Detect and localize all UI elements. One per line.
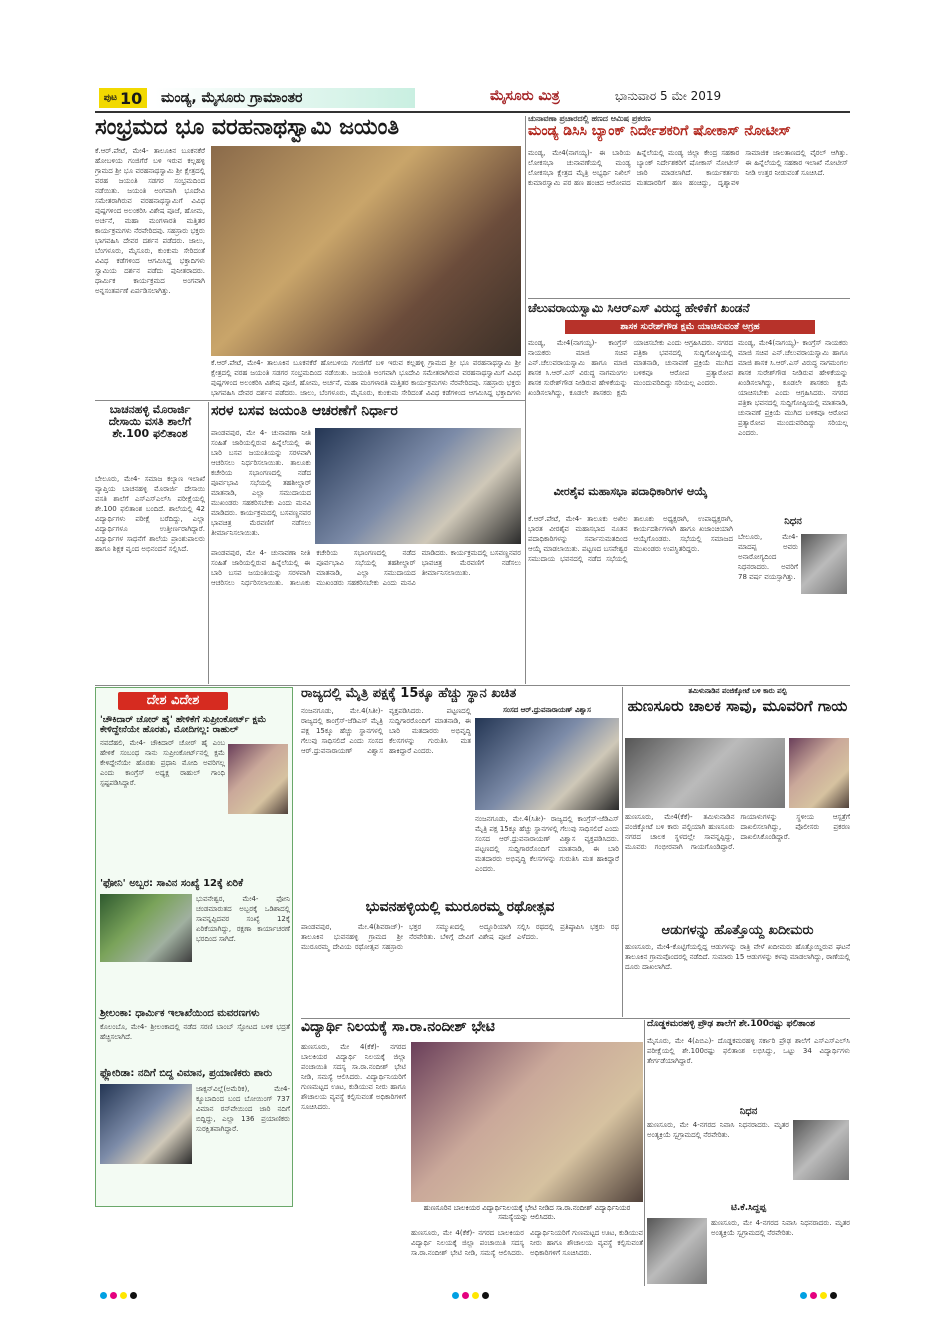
hunsur-kicker: ತಮಿಳುನಾಡಿನ ಪಂಜಿಕ್ಕೋಟೆ ಬಳಿ ಕಾರು ಪಲ್ಟಿ <box>688 687 787 695</box>
temple-photo <box>211 146 521 356</box>
veerashaiva-headline: ವೀರಶೈವ ಮಹಾಸಭಾ ಪದಾಧಿಕಾರಿಗಳ ಆಯ್ಕೆ <box>553 485 708 498</box>
varaha-headline: ಸಂಭ್ರಮದ ಭೂ ವರಹನಾಥಸ್ವಾಮಿ ಜಯಂತಿ <box>95 115 399 140</box>
dv-item4-headline: ಫ್ಲೋರಿಡಾ: ನದಿಗೆ ಬಿದ್ದ ವಿಮಾನ, ಪ್ರಯಾಣಿಕರು ಪಾರು <box>100 1068 273 1079</box>
school-headline: ಬಾಚನಹಳ್ಳಿ ಮೊರಾರ್ಜಿ ದೇಸಾಯಿ ವಸತಿ ಶಾಲೆಗೆ ಶೇ.100 ಫಲಿತಾಂಶ <box>108 403 192 441</box>
obit1-body: ಬೇಲೂರು, ಮೇ4- ಮಾದಪ್ಪ ಅವರು ಅನಾರೋಗ್ಯದಿಂದ ನಿಧನರಾದರು. ಅವರಿಗೆ 78 ವರ್ಷ ವಯಸ್ಸಾಗಿತ್ತು. <box>738 533 798 581</box>
page-number: 10 <box>119 88 143 108</box>
basava-body-cont: ಪಾಂಡವಪುರ, ಮೇ 4- ಚುನಾವಣಾ ನೀತಿ ಸಂಹಿತೆ ಜಾರಿಯಲ್ಲಿರುವ ಹಿನ್ನೆಲೆಯಲ್ಲಿ ಈ ಬಾರಿ ಬಸವ ಜಯಂತಿಯನ್ನು ಸರಳವಾಗಿ ಆಚರಿಸಲು ನಿರ್ಧರಿಸಲಾಯಿತು. ತಾಲೂಕು ಕಚೇರಿಯ ಸಭಾಂಗಣದಲ್ಲಿ ನಡೆದ ಪೂರ್ವಭಾವಿ ಸಭೆಯಲ್ಲಿ ತಹಶೀಲ್ದಾರ್ ಮಾತನಾಡಿ, ಎಲ್ಲಾ ಸಮುದಾಯದ ಮುಖಂಡರು ಸಹಕರಿಸಬೇಕು ಎಂದು ಮನವಿ ಮಾಡಿದರು. ಕಾರ್ಯಕ್ರಮದಲ್ಲಿ ಬಸವಣ್ಣನವರ ಭಾವಚಿತ್ರ ಮೆರವಣಿಗೆ ನಡೆಸಲು ತೀರ್ಮಾನಿಸಲಾಯಿತು. <box>211 549 521 587</box>
dv-item3-body: ಕೊಲಂಬೊ, ಮೇ4- ಶ್ರೀಲಂಕಾದಲ್ಲಿ ನಡೆದ ಸರಣಿ ಬಾಂಬ್ ಸ್ಫೋಟದ ಬಳಿಕ ಭದ್ರತೆ ಹೆಚ್ಚಿಸಲಾಗಿದೆ. <box>100 1023 290 1041</box>
hunsur-headline: ಹುಣಸೂರು ಚಾಲಕ ಸಾವು, ಮೂವರಿಗೆ ಗಾಯ <box>627 697 848 715</box>
masthead: ಮೈಸೂರು ಮಿತ್ರ <box>490 88 560 104</box>
cheluvaraya-headline: ಚೆಲುವರಾಯಸ್ವಾಮಿ ಸಿಆರ್‌ಎಸ್ ವಿರುದ್ಧ ಹೇಳಿಕೆಗೆ ಖಂಡನೆ <box>528 301 750 315</box>
row-rule <box>95 400 525 401</box>
cheluvaraya-body-cont: ಮಂಡ್ಯ, ಮೇ4(ನಾಗಯ್ಯ)- ಕಾಂಗ್ರೆಸ್ ನಾಯಕರು ಮಾಜಿ ಸಚಿವ ಎನ್.ಚೆಲುವರಾಯಸ್ವಾಮಿ ಹಾಗೂ ಮಾಜಿ ಶಾಸಕ ಸಿ.ಆರ್.ಎಸ್ ವಿರುದ್ಧ ನಾಗಮಂಗಲ ಶಾಸಕ ಸುರೇಶ್‌ಗೌಡ ನೀಡಿರುವ ಹೇಳಿಕೆಯನ್ನು ಖಂಡಿಸಲಾಗಿದ್ದು, ಕೂಡಲೇ ಶಾಸಕರು ಕ್ಷಮೆ ಯಾಚಿಸಬೇಕು ಎಂದು ಆಗ್ರಹಿಸಿದರು. ನಗರದ ಪತ್ರಿಕಾ ಭವನದಲ್ಲಿ ಸುದ್ದಿಗೋಷ್ಠಿಯಲ್ಲಿ ಮಾತನಾಡಿ, ಚುನಾವಣೆ ಪ್ರಕ್ರಿಯೆ ಮುಗಿದ ಬಳಿಕವೂ ಆರೋಪ ಪ್ರತ್ಯಾರೋಪ ಮುಂದುವರಿದಿದ್ದು ಸರಿಯಲ್ಲ ಎಂದರು. <box>738 339 848 437</box>
maitri-photo-caption: ಸಂಸದ ಆರ್.ಧ್ರುವನಾರಾಯಣ್ ವಿಶ್ವಾಸ <box>503 706 591 714</box>
varaha-body: ಕೆ.ಆರ್.ಪೇಟೆ, ಮೇ4- ತಾಲೂಕಿನ ಬೂಕನಕೆರೆ ಹೋಬಳಿಯ ಗಂಜಿಗೆರೆ ಬಳಿ ಇರುವ ಕಲ್ಲಹಳ್ಳಿ ಗ್ರಾಮದ ಶ್ರೀ ಭೂ ವರಹನಾಥಸ್ವಾಮಿ ಶ್ರೀ ಕ್ಷೇತ್ರದಲ್ಲಿ ವರಹ ಜಯಂತಿ ಸಡಗರ ಸಂಭ್ರಮದಿಂದ ನಡೆಯಿತು. ಜಯಂತಿ ಅಂಗವಾಗಿ ಭೂದೇವಿ ಸಮೇತರಾಗಿರುವ ವರಹನಾಥಸ್ವಾಮಿಗೆ ವಿವಿಧ ಪುಷ್ಪಗಳಿಂದ ಅಲಂಕರಿಸಿ ವಿಶೇಷ ಪೂಜೆ, ಹೋಮ, ಅರ್ಚನೆ, ಮಹಾ ಮಂಗಳಾರತಿ ಮತ್ತಿತರ ಕಾರ್ಯಕ್ರಮಗಳು ನೆರವೇರಿದವು. ಸಹಸ್ರಾರು ಭಕ್ತರು ಭಾಗವಹಿಸಿ ದೇವರ ದರ್ಶನ ಪಡೆದರು. ಜಾಲು, ಬೆಂಗಳೂರು, ಮೈಸೂರು, ಕುಂಕುಮ ಸೇರಿದಂತೆ ವಿವಿಧ ಕಡೆಗಳಿಂದ ಆಗಮಿಸಿದ್ದ ಭಕ್ತಾದಿಗಳು ಸ್ವಾಮಿಯ ದರ್ಶನ ಪಡೆದು ಪುನೀತರಾದರು. ಧಾರ್ಮಿಕ ಕಾರ್ಯಕ್ರಮದ ಅಂಗವಾಗಿ ಅನ್ನಸಂತರ್ಪಣೆ ಏರ್ಪಡಿಸಲಾಗಿತ್ತು. <box>95 147 205 295</box>
column-rule <box>525 116 526 684</box>
mandya-body: ಮಂಡ್ಯ, ಮೇ4(ನಾಗಯ್ಯ)- ಈ ಬಾರಿಯ ಲೋಕಸಭಾ ಚುನಾವಣೆಯಲ್ಲಿ ಮಂಡ್ಯ ಲೋಕಸಭಾ ಕ್ಷೇತ್ರದ ಮೈತ್ರಿ ಅಭ್ಯರ್ಥಿ ನಿಖಿಲ್ ಕುಮಾರಸ್ವಾಮಿ ಪರ ಹಣ ಹಂಚಿದ ಆರೋಪದ ಹಿನ್ನೆಲೆಯಲ್ಲಿ ಮಂಡ್ಯ ಜಿಲ್ಲಾ ಕೇಂದ್ರ ಸಹಕಾರ ಬ್ಯಾಂಕ್ ನಿರ್ದೇಶಕರಿಗೆ ಷೋಕಾಸ್ ನೋಟೀಸ್ ಜಾರಿ ಮಾಡಲಾಗಿದೆ. ಕಾರ್ಯಕರ್ತರು ಮತದಾರರಿಗೆ ಹಣ ಹಂಚಿದ್ದು, ದೃಶ್ಯಾವಳಿ ಸಾಮಾಜಿಕ ಜಾಲತಾಣದಲ್ಲಿ ವೈರಲ್ ಆಗಿತ್ತು. ಈ ಹಿನ್ನೆಲೆಯಲ್ಲಿ ಸಹಕಾರ ಇಲಾಖೆ ನೋಟೀಸ್ ನೀಡಿ ಉತ್ತರ ನೀಡುವಂತೆ ಸೂಚಿಸಿದೆ. <box>528 149 848 187</box>
registration-dots <box>100 1292 137 1299</box>
column-rule <box>644 1020 645 1286</box>
nandeesh-body: ಹುಣಸೂರು, ಮೇ 4(ಕೆಕೆ)- ನಗರದ ಬಾಲಕಿಯರ ವಿದ್ಯಾರ್ಥಿ ನಿಲಯಕ್ಕೆ ಜಿಲ್ಲಾ ಪಂಚಾಯಿತಿ ಸದಸ್ಯ ಸಾ.ರಾ.ನಂದೀಶ್ ಭೇಟಿ ನೀಡಿ, ಸಮಸ್ಯೆ ಆಲಿಸಿದರು. ವಿದ್ಯಾರ್ಥಿನಿಯರಿಗೆ ಗುಣಮಟ್ಟದ ಊಟ, ಕುಡಿಯುವ ನೀರು ಹಾಗೂ ಶೌಚಾಲಯ ವ್ಯವಸ್ಥೆ ಕಲ್ಪಿಸುವಂತೆ ಅಧಿಕಾರಿಗಳಿಗೆ ಸೂಚಿಸಿದರು. <box>301 1043 406 1111</box>
maitri-body: ನಂಜನಗೂಡು, ಮೇ.4(ಸಿತೀ)- ರಾಜ್ಯದಲ್ಲಿ ಕಾಂಗ್ರೆಸ್-ಜೆಡಿಎಸ್ ಮೈತ್ರಿ ಪಕ್ಷ 15ಕ್ಕೂ ಹೆಚ್ಚು ಸ್ಥಾನಗಳಲ್ಲಿ ಗೆಲುವು ಸಾಧಿಸಲಿದೆ ಎಂದು ಸಂಸದ ಆರ್.ಧ್ರುವನಾರಾಯಣ್ ವಿಶ್ವಾಸ ವ್ಯಕ್ತಪಡಿಸಿದರು. ಪಟ್ಟಣದಲ್ಲಿ ಸುದ್ದಿಗಾರರೊಂದಿಗೆ ಮಾತನಾಡಿ, ಈ ಬಾರಿ ಮತದಾರರು ಅಭಿವೃದ್ಧಿ ಕೆಲಸಗಳನ್ನು ಗುರುತಿಸಿ ಮತ ಹಾಕಿದ್ದಾರೆ ಎಂದರು. <box>301 707 471 755</box>
dodda-school-body: ಮೈಸೂರು, ಮೇ 4(ಪಿಬಿಎ)- ದೊಡ್ಡಕಮರಹಳ್ಳಿ ಸರ್ಕಾರಿ ಪ್ರೌಢ ಶಾಲೆಗೆ ಎಸ್‌ಎಸ್‌ಎಲ್‌ಸಿ ಪರೀಕ್ಷೆಯಲ್ಲಿ ಶೇ.100ರಷ್ಟು ಫಲಿತಾಂಶ ಲಭಿಸಿದ್ದು, ಒಟ್ಟು 34 ವಿದ್ಯಾರ್ಥಿಗಳು ತೇರ್ಗಡೆಯಾಗಿದ್ದಾರೆ. <box>647 1037 850 1065</box>
obit2-label: ನಿಧನ <box>739 1106 758 1117</box>
adugala-headline: ಆಡುಗಳನ್ನು ಹೊತ್ತೊಯ್ದ ಖದೀಮರು <box>661 923 814 938</box>
page-header <box>95 86 850 110</box>
cyclone-photo <box>100 894 192 962</box>
plane-photo <box>100 1084 192 1164</box>
victim-photo <box>789 738 849 808</box>
maitri-headline: ರಾಜ್ಯದಲ್ಲಿ ಮೈತ್ರಿ ಪಕ್ಷಕ್ಕೆ 15ಕ್ಕೂ ಹೆಚ್ಚು ಸ್ಥಾನ ಖಚಿತ <box>301 686 517 701</box>
dv-item4-body: ಜಾಕ್ಸನ್‌ವಿಲ್ಲೆ(ಅಮೆರಿಕ), ಮೇ4- ಕ್ಯೂಬಾದಿಂದ ಬಂದ ಬೋಯಿಂಗ್ 737 ವಿಮಾನ ರನ್‌ವೇಯಿಂದ ಜಾರಿ ನದಿಗೆ ಬಿದ್ದಿದ್ದು, ಎಲ್ಲಾ 136 ಪ್ರಯಾಣಿಕರು ಸುರಕ್ಷಿತವಾಗಿದ್ದಾರೆ. <box>196 1085 290 1133</box>
bhuvana-headline: ಭುವನಹಳ್ಳಿಯಲ್ಲಿ ಮುರೂರಮ್ಮ ರಥೋತ್ಸವ <box>365 899 555 915</box>
cheluvaraya-body: ಮಂಡ್ಯ, ಮೇ4(ನಾಗಯ್ಯ)- ಕಾಂಗ್ರೆಸ್ ನಾಯಕರು ಮಾಜಿ ಸಚಿವ ಎನ್.ಚೆಲುವರಾಯಸ್ವಾಮಿ ಹಾಗೂ ಮಾಜಿ ಶಾಸಕ ಸಿ.ಆರ್.ಎಸ್ ವಿರುದ್ಧ ನಾಗಮಂಗಲ ಶಾಸಕ ಸುರೇಶ್‌ಗೌಡ ನೀಡಿರುವ ಹೇಳಿಕೆಯನ್ನು ಖಂಡಿಸಲಾಗಿದ್ದು, ಕೂಡಲೇ ಶಾಸಕರು ಕ್ಷಮೆ ಯಾಚಿಸಬೇಕು ಎಂದು ಆಗ್ರಹಿಸಿದರು. ನಗರದ ಪತ್ರಿಕಾ ಭವನದಲ್ಲಿ ಸುದ್ದಿಗೋಷ್ಠಿಯಲ್ಲಿ ಮಾತನಾಡಿ, ಚುನಾವಣೆ ಪ್ರಕ್ರಿಯೆ ಮುಗಿದ ಬಳಿಕವೂ ಆರೋಪ ಪ್ರತ್ಯಾರೋಪ ಮುಂದುವರಿದಿದ್ದು ಸರಿಯಲ್ಲ ಎಂದರು. <box>528 339 733 397</box>
page-word: ಪುಟ <box>103 93 117 103</box>
maitri-body-cont: ನಂಜನಗೂಡು, ಮೇ.4(ಸಿತೀ)- ರಾಜ್ಯದಲ್ಲಿ ಕಾಂಗ್ರೆಸ್-ಜೆಡಿಎಸ್ ಮೈತ್ರಿ ಪಕ್ಷ 15ಕ್ಕೂ ಹೆಚ್ಚು ಸ್ಥಾನಗಳಲ್ಲಿ ಗೆಲುವು ಸಾಧಿಸಲಿದೆ ಎಂದು ಸಂಸದ ಆರ್.ಧ್ರುವನಾರಾಯಣ್ ವಿಶ್ವಾಸ ವ್ಯಕ್ತಪಡಿಸಿದರು. ಪಟ್ಟಣದಲ್ಲಿ ಸುದ್ದಿಗಾರರೊಂದಿಗೆ ಮಾತನಾಡಿ, ಈ ಬಾರಿ ಮತದಾರರು ಅಭಿವೃದ್ಧಿ ಕೆಲಸಗಳನ್ನು ಗುರುತಿಸಿ ಮತ ಹಾಕಿದ್ದಾರೆ ಎಂದರು. <box>475 815 619 873</box>
mandya-kicker: ಚುನಾವಣಾ ಪ್ರಚಾರದಲ್ಲಿ ಹಣದ ಆಮಿಷ ಪ್ರಕರಣ <box>528 114 651 123</box>
obit2-name: ಟಿ.ಕೆ.ಸಿದ್ದಪ್ಪ <box>731 1203 766 1213</box>
veerashaiva-body: ಕೆ.ಆರ್.ಪೇಟೆ, ಮೇ4- ತಾಲೂಕು ಅಖಿಲ ಭಾರತ ವೀರಶೈವ ಮಹಾಸಭಾದ ನೂತನ ಪದಾಧಿಕಾರಿಗಳನ್ನು ಸರ್ವಾನುಮತದಿಂದ ಆಯ್ಕೆ ಮಾಡಲಾಯಿತು. ಪಟ್ಟಣದ ಬಸವೇಶ್ವರ ಸಮುದಾಯ ಭವನದಲ್ಲಿ ನಡೆದ ಸಭೆಯಲ್ಲಿ ತಾಲೂಕು ಅಧ್ಯಕ್ಷರಾಗಿ, ಉಪಾಧ್ಯಕ್ಷರಾಗಿ, ಕಾರ್ಯದರ್ಶಿಗಳಾಗಿ ಹಾಗೂ ಖಜಾಂಚಿಯಾಗಿ ಆಯ್ಕೆಗೊಂಡರು. ಸಭೆಯಲ್ಲಿ ಸಮಾಜದ ಮುಖಂಡರು ಉಪಸ್ಥಿತರಿದ್ದರು. <box>528 515 733 563</box>
basava-meeting-photo <box>315 428 521 544</box>
row-rule <box>301 1018 850 1019</box>
registration-dots <box>800 1292 837 1299</box>
dv-item2-headline: 'ಫೋನಿ' ಅಬ್ಬರ: ಸಾವಿನ ಸಂಖ್ಯೆ 12ಕ್ಕೆ ಏರಿಕೆ <box>100 878 243 889</box>
newspaper-page <box>95 86 850 1286</box>
region-title: ಮಂಡ್ಯ, ಮೈಸೂರು ಗ್ರಾಮಾಂತರ <box>155 88 415 108</box>
obit2-photo-a <box>793 1120 849 1180</box>
nandeesh-body-cont: ಹುಣಸೂರು, ಮೇ 4(ಕೆಕೆ)- ನಗರದ ಬಾಲಕಿಯರ ವಿದ್ಯಾರ್ಥಿ ನಿಲಯಕ್ಕೆ ಜಿಲ್ಲಾ ಪಂಚಾಯಿತಿ ಸದಸ್ಯ ಸಾ.ರಾ.ನಂದೀಶ್ ಭೇಟಿ ನೀಡಿ, ಸಮಸ್ಯೆ ಆಲಿಸಿದರು. ವಿದ್ಯಾರ್ಥಿನಿಯರಿಗೆ ಗುಣಮಟ್ಟದ ಊಟ, ಕುಡಿಯುವ ನೀರು ಹಾಗೂ ಶೌಚಾಲಯ ವ್ಯವಸ್ಥೆ ಕಲ್ಪಿಸುವಂತೆ ಅಧಿಕಾರಿಗಳಿಗೆ ಸೂಚಿಸಿದರು. <box>411 1229 643 1257</box>
bhuvana-body: ಪಾಂಡವಪುರ, ಮೇ.4(ಶಿವರಾಜ್)- ತಾಲೂಕಿನ ಭುವನಹಳ್ಳಿ ಗ್ರಾಮದ ಶ್ರೀ ಮುರೂರಮ್ಮ ದೇವಿಯ ರಥೋತ್ಸವ ಸಹಸ್ರಾರು ಭಕ್ತರ ಸಮ್ಮುಖದಲ್ಲಿ ಅದ್ದೂರಿಯಾಗಿ ನೆರವೇರಿತು. ಬೆಳಿಗ್ಗೆ ದೇವಿಗೆ ವಿಶೇಷ ಪೂಜೆ ಸಲ್ಲಿಸಿ ರಥದಲ್ಲಿ ಪ್ರತಿಷ್ಠಾಪಿಸಿ ಭಕ್ತರು ರಥ ಎಳೆದರು. <box>301 923 619 951</box>
registration-dots <box>452 1292 489 1299</box>
school-body: ಬೇಲೂರು, ಮೇ4- ಸಮಾಜ ಕಲ್ಯಾಣ ಇಲಾಖೆ ವ್ಯಾಪ್ತಿಯ ಬಾಚನಹಳ್ಳಿ ಮೊರಾರ್ಜಿ ದೇಸಾಯಿ ವಸತಿ ಶಾಲೆಗೆ ಎಸ್‌ಎಸ್‌ಎಲ್‌ಸಿ ಪರೀಕ್ಷೆಯಲ್ಲಿ ಶೇ.100 ಫಲಿತಾಂಶ ಬಂದಿದೆ. ಶಾಲೆಯಲ್ಲಿ 42 ವಿದ್ಯಾರ್ಥಿಗಳು ಪರೀಕ್ಷೆ ಬರೆದಿದ್ದು, ಎಲ್ಲಾ ವಿದ್ಯಾರ್ಥಿಗಳೂ ಉತ್ತೀರ್ಣರಾಗಿದ್ದಾರೆ. ವಿದ್ಯಾರ್ಥಿಗಳ ಸಾಧನೆಗೆ ಶಾಲೆಯ ಪ್ರಾಂಶುಪಾಲರು ಹಾಗೂ ಶಿಕ್ಷಕ ವೃಂದ ಅಭಿನಂದನೆ ಸಲ್ಲಿಸಿದೆ. <box>95 475 205 553</box>
dv-item3-headline: ಶ್ರೀಲಂಕಾ: ಧಾರ್ಮಿಕ ಇಲಾಖೆಯಿಂದ ಮವರಣಗಳು <box>100 1008 260 1019</box>
adugala-body: ಹುಣಸೂರು, ಮೇ4-ಕೊಟ್ಟಿಗೆಯಲ್ಲಿದ್ದ ಆಡುಗಳನ್ನು ರಾತ್ರಿ ವೇಳೆ ಖದೀಮರು ಹೊತ್ತೊಯ್ದಿರುವ ಘಟನೆ ತಾಲೂಕಿನ ಗ್ರಾಮವೊಂದರಲ್ಲಿ ನಡೆದಿದೆ. ಸುಮಾರು 15 ಆಡುಗಳನ್ನು ಕಳವು ಮಾಡಲಾಗಿದ್ದು, ಠಾಣೆಯಲ್ಲಿ ದೂರು ದಾಖಲಾಗಿದೆ. <box>625 943 850 971</box>
dv-item1-headline: 'ಚೌಕಿದಾರ್ ಚೋರ್ ಹೈ' ಹೇಳಿಕೆಗೆ ಸುಪ್ರೀಂಕೋರ್ಟ್ ಕ್ಷಮೆ ಕೇಳಿದ್ದೇನೆಯೇ ಹೊರತು, ಮೋದಿಗಲ್ಲ: ರಾಹುಲ್ <box>100 715 267 735</box>
obit2-body-cont: ಹುಣಸೂರು, ಮೇ 4-ನಗರದ ನಿವಾಸಿ ನಿಧನರಾದರು. ಮೃತರ ಅಂತ್ಯಕ್ರಿಯೆ ಸ್ವಗ್ರಾಮದಲ್ಲಿ ನೆರವೇರಿತು. <box>711 1219 850 1237</box>
dv-item2-body: ಭುವನೇಶ್ವರ, ಮೇ4- ಫೋನಿ ಚಂಡಮಾರುತದ ಅಬ್ಬರಕ್ಕೆ ಒಡಿಶಾದಲ್ಲಿ ಸಾವನ್ನಪ್ಪಿದವರ ಸಂಖ್ಯೆ 12ಕ್ಕೆ ಏರಿಕೆಯಾಗಿದ್ದು, ರಕ್ಷಣಾ ಕಾರ್ಯಾಚರಣೆ ಭರದಿಂದ ಸಾಗಿದೆ. <box>196 895 290 943</box>
obit1-label: ನಿಧನ <box>784 516 802 527</box>
nandeesh-headline: ವಿದ್ಯಾರ್ಥಿ ನಿಲಯಕ್ಕೆ ಸಾ.ರಾ.ನಂದೀಶ್ ಭೇಟಿ <box>301 1019 495 1035</box>
column-rule <box>622 687 623 1017</box>
basava-headline: ಸರಳ ಬಸವ ಜಯಂತಿ ಆಚರಣೆಗೆ ನಿರ್ಧಾರ <box>211 403 398 419</box>
desha-videsha-label: ದೇಶ ವಿದೇಶ <box>118 692 228 710</box>
hunsur-body: ಹುಣಸೂರು, ಮೇ4(ಕೆಕೆ)- ತಮಿಳುನಾಡಿನ ಪಂಜಿಕ್ಕೋಟೆ ಬಳಿ ಕಾರು ಪಲ್ಟಿಯಾಗಿ ಹುಣಸೂರು ನಗರದ ಚಾಲಕ ಸ್ಥಳದಲ್ಲೇ ಸಾವನ್ನಪ್ಪಿದ್ದು, ಮೂವರು ಗಂಭೀರವಾಗಿ ಗಾಯಗೊಂಡಿದ್ದಾರೆ. ಗಾಯಾಳುಗಳನ್ನು ಸ್ಥಳೀಯ ಆಸ್ಪತ್ರೆಗೆ ದಾಖಲಿಸಲಾಗಿದ್ದು, ಪೊಲೀಸರು ಪ್ರಕರಣ ದಾಖಲಿಸಿಕೊಂಡಿದ್ದಾರೆ. <box>625 813 850 851</box>
row-rule <box>528 298 850 299</box>
obit1-photo <box>801 534 847 594</box>
obit2-photo-b <box>647 1218 707 1284</box>
page-number-badge <box>99 88 147 108</box>
varaha-body-cont: ಕೆ.ಆರ್.ಪೇಟೆ, ಮೇ4- ತಾಲೂಕಿನ ಬೂಕನಕೆರೆ ಹೋಬಳಿಯ ಗಂಜಿಗೆರೆ ಬಳಿ ಇರುವ ಕಲ್ಲಹಳ್ಳಿ ಗ್ರಾಮದ ಶ್ರೀ ಭೂ ವರಹನಾಥಸ್ವಾಮಿ ಶ್ರೀ ಕ್ಷೇತ್ರದಲ್ಲಿ ವರಹ ಜಯಂತಿ ಸಡಗರ ಸಂಭ್ರಮದಿಂದ ನಡೆಯಿತು. ಜಯಂತಿ ಅಂಗವಾಗಿ ಭೂದೇವಿ ಸಮೇತರಾಗಿರುವ ವರಹನಾಥಸ್ವಾಮಿಗೆ ವಿವಿಧ ಪುಷ್ಪಗಳಿಂದ ಅಲಂಕರಿಸಿ ವಿಶೇಷ ಪೂಜೆ, ಹೋಮ, ಅರ್ಚನೆ, ಮಹಾ ಮಂಗಳಾರತಿ ಮತ್ತಿತರ ಕಾರ್ಯಕ್ರಮಗಳು ನೆರವೇರಿದವು. ಸಹಸ್ರಾರು ಭಕ್ತರು ಭಾಗವಹಿಸಿ ದೇವರ ದರ್ಶನ ಪಡೆದರು. ಜಾಲು, ಬೆಂಗಳೂರು, ಮೈಸೂರು, ಕುಂಕುಮ ಸೇರಿದಂತೆ ವಿವಿಧ ಕಡೆಗಳಿಂದ ಆಗಮಿಸಿದ್ದ ಭಕ್ತಾದಿಗಳು <box>211 359 521 397</box>
maitri-photo <box>475 718 619 810</box>
cheluvaraya-deck: ಶಾಸಕ ಸುರೇಶ್‌ಗೌಡ ಕ್ಷಮೆ ಯಾಚಿಸುವಂತೆ ಆಗ್ರಹ <box>565 320 815 334</box>
nandeesh-photo-caption: ಹುಣಸೂರಿನ ಬಾಲಕಿಯರ ವಿದ್ಯಾರ್ಥಿನಿಲಯಕ್ಕೆ ಭೇಟಿ ನೀಡಿದ ಸಾ.ರಾ.ನಂದೀಶ್ ವಿದ್ಯಾರ್ಥಿನಿಯರ ಸಮಸ್ಯೆಯನ್ನು ಆಲಿಸಿದರು. <box>411 1204 643 1226</box>
car-accident-photo <box>625 738 785 808</box>
desha-videsha-box <box>95 687 293 1207</box>
column-rule <box>208 402 209 684</box>
dodda-school-headline: ದೊಡ್ಡಕಮರಹಳ್ಳಿ ಪ್ರೌಢ ಶಾಲೆಗೆ ಶೇ.100ರಷ್ಟು ಫಲಿತಾಂಶ <box>647 1019 815 1029</box>
dv-item1-body: ನವದೆಹಲಿ, ಮೇ4- ಚೌಕಿದಾರ್ ಚೋರ್ ಹೈ ಎಂಬ ಹೇಳಿಕೆ ಸಂಬಂಧ ನಾನು ಸುಪ್ರೀಂಕೋರ್ಟ್‌ನಲ್ಲಿ ಕ್ಷಮೆ ಕೇಳಿದ್ದೇನೆಯೇ ಹೊರತು ಪ್ರಧಾನಿ ಮೋದಿ ಅವರಿಗಲ್ಲ ಎಂದು ಕಾಂಗ್ರೆಸ್ ಅಧ್ಯಕ್ಷ ರಾಹುಲ್ ಗಾಂಧಿ ಸ್ಪಷ್ಟಪಡಿಸಿದ್ದಾರೆ. <box>100 739 225 787</box>
row-rule <box>95 685 850 686</box>
basava-body: ಪಾಂಡವಪುರ, ಮೇ 4- ಚುನಾವಣಾ ನೀತಿ ಸಂಹಿತೆ ಜಾರಿಯಲ್ಲಿರುವ ಹಿನ್ನೆಲೆಯಲ್ಲಿ ಈ ಬಾರಿ ಬಸವ ಜಯಂತಿಯನ್ನು ಸರಳವಾಗಿ ಆಚರಿಸಲು ನಿರ್ಧರಿಸಲಾಯಿತು. ತಾಲೂಕು ಕಚೇರಿಯ ಸಭಾಂಗಣದಲ್ಲಿ ನಡೆದ ಪೂರ್ವಭಾವಿ ಸಭೆಯಲ್ಲಿ ತಹಶೀಲ್ದಾರ್ ಮಾತನಾಡಿ, ಎಲ್ಲಾ ಸಮುದಾಯದ ಮುಖಂಡರು ಸಹಕರಿಸಬೇಕು ಎಂದು ಮನವಿ ಮಾಡಿದರು. ಕಾರ್ಯಕ್ರಮದಲ್ಲಿ ಬಸವಣ್ಣನವರ ಭಾವಚಿತ್ರ ಮೆರವಣಿಗೆ ನಡೆಸಲು ತೀರ್ಮಾನಿಸಲಾಯಿತು. <box>211 429 311 537</box>
rahul-photo <box>228 744 288 814</box>
mandya-headline: ಮಂಡ್ಯ ಡಿಸಿಸಿ ಬ್ಯಾಂಕ್ ನಿರ್ದೇಶಕರಿಗೆ ಷೋಕಾಸ್ ನೋಟೀಸ್ <box>528 123 791 139</box>
hostel-visit-photo <box>411 1042 643 1202</box>
obit2-body: ಹುಣಸೂರು, ಮೇ 4-ನಗರದ ನಿವಾಸಿ ನಿಧನರಾದರು. ಮೃತರ ಅಂತ್ಯಕ್ರಿಯೆ ಸ್ವಗ್ರಾಮದಲ್ಲಿ ನೆರವೇರಿತು. <box>647 1121 789 1139</box>
header-rule <box>95 111 850 113</box>
date-line: ಭಾನುವಾರ 5 ಮೇ 2019 <box>615 89 722 103</box>
